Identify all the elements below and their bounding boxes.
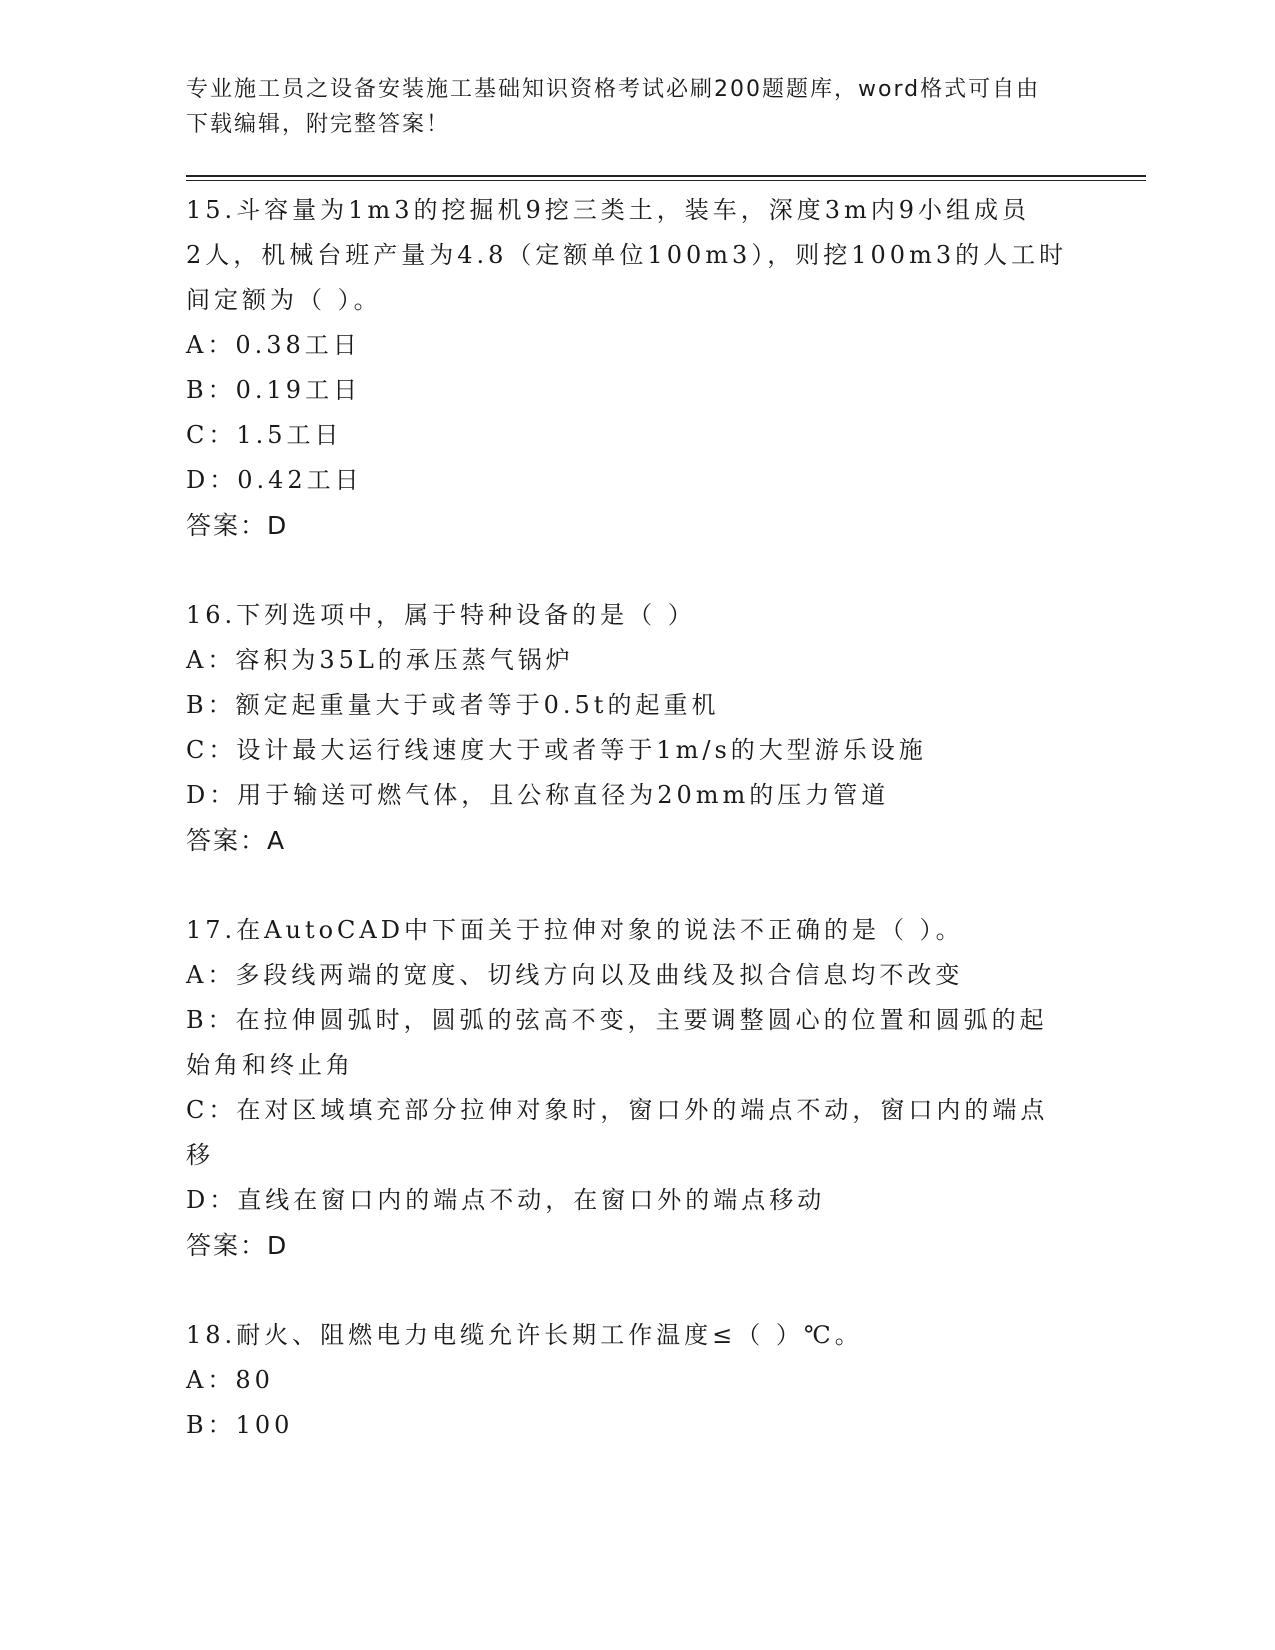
header-divider [186, 175, 1146, 181]
option-c: C：设计最大运行线速度大于或者等于1m/s的大型游乐设施 [186, 736, 927, 764]
question-stem-line: 18.耐火、阻燃电力电缆允许长期工作温度≤（ ）℃。 [186, 1321, 863, 1349]
option-c-continued: 移 [186, 1141, 214, 1169]
option-a: A：80 [186, 1366, 274, 1394]
question-gap [186, 548, 1086, 593]
option-b: B：在拉伸圆弧时，圆弧的弦高不变，主要调整圆心的位置和圆弧的起 [186, 1006, 1048, 1034]
option-d: D：用于输送可燃气体，且公称直径为20mm的压力管道 [186, 781, 890, 809]
option-c: C：1.5工日 [186, 421, 343, 449]
question-15 [186, 188, 1086, 548]
question-18 [186, 1313, 1086, 1448]
answer-text: 答案：A [186, 826, 287, 855]
option-a: A：多段线两端的宽度、切线方向以及曲线及拟合信息均不改变 [186, 961, 964, 989]
option-b: B：100 [186, 1411, 294, 1439]
option-a: A：容积为35L的承压蒸气锅炉 [186, 646, 574, 674]
option-b-continued: 始角和终止角 [186, 1051, 354, 1079]
answer-text: 答案：D [186, 1231, 289, 1260]
header-line-2: 下载编辑，附完整答案！ [186, 112, 451, 137]
question-16 [186, 593, 1086, 863]
question-stem-line: 间定额为（ ）。 [186, 286, 382, 314]
header-line-1: 专业施工员之设备安装施工基础知识资格考试必刷200题题库，word格式可自由 [186, 77, 1041, 102]
option-a: A：0.38工日 [186, 331, 361, 359]
option-b: B：0.19工日 [186, 376, 362, 404]
question-stem-line: 15.斗容量为1m3的挖掘机9挖三类土，装车，深度3m内9小组成员 [186, 196, 1031, 224]
question-list [186, 188, 1086, 1448]
option-c: C：在对区域填充部分拉伸对象时，窗口外的端点不动，窗口内的端点 [186, 1096, 1049, 1124]
question-17 [186, 908, 1086, 1268]
answer-text: 答案：D [186, 511, 289, 540]
question-stem-line: 17.在AutoCAD中下面关于拉伸对象的说法不正确的是（ ）。 [186, 916, 964, 944]
question-gap [186, 1268, 1086, 1313]
question-stem-line: 2人，机械台班产量为4.8（定额单位100m3），则挖100m3的人工时 [186, 241, 1068, 269]
question-gap [186, 863, 1086, 908]
document-header [186, 72, 1066, 142]
question-stem-line: 16.下列选项中，属于特种设备的是（ ） [186, 601, 696, 629]
option-d: D：直线在窗口内的端点不动，在窗口外的端点移动 [186, 1186, 826, 1214]
option-b: B：额定起重量大于或者等于0.5t的起重机 [186, 691, 720, 719]
option-d: D：0.42工日 [186, 466, 363, 494]
